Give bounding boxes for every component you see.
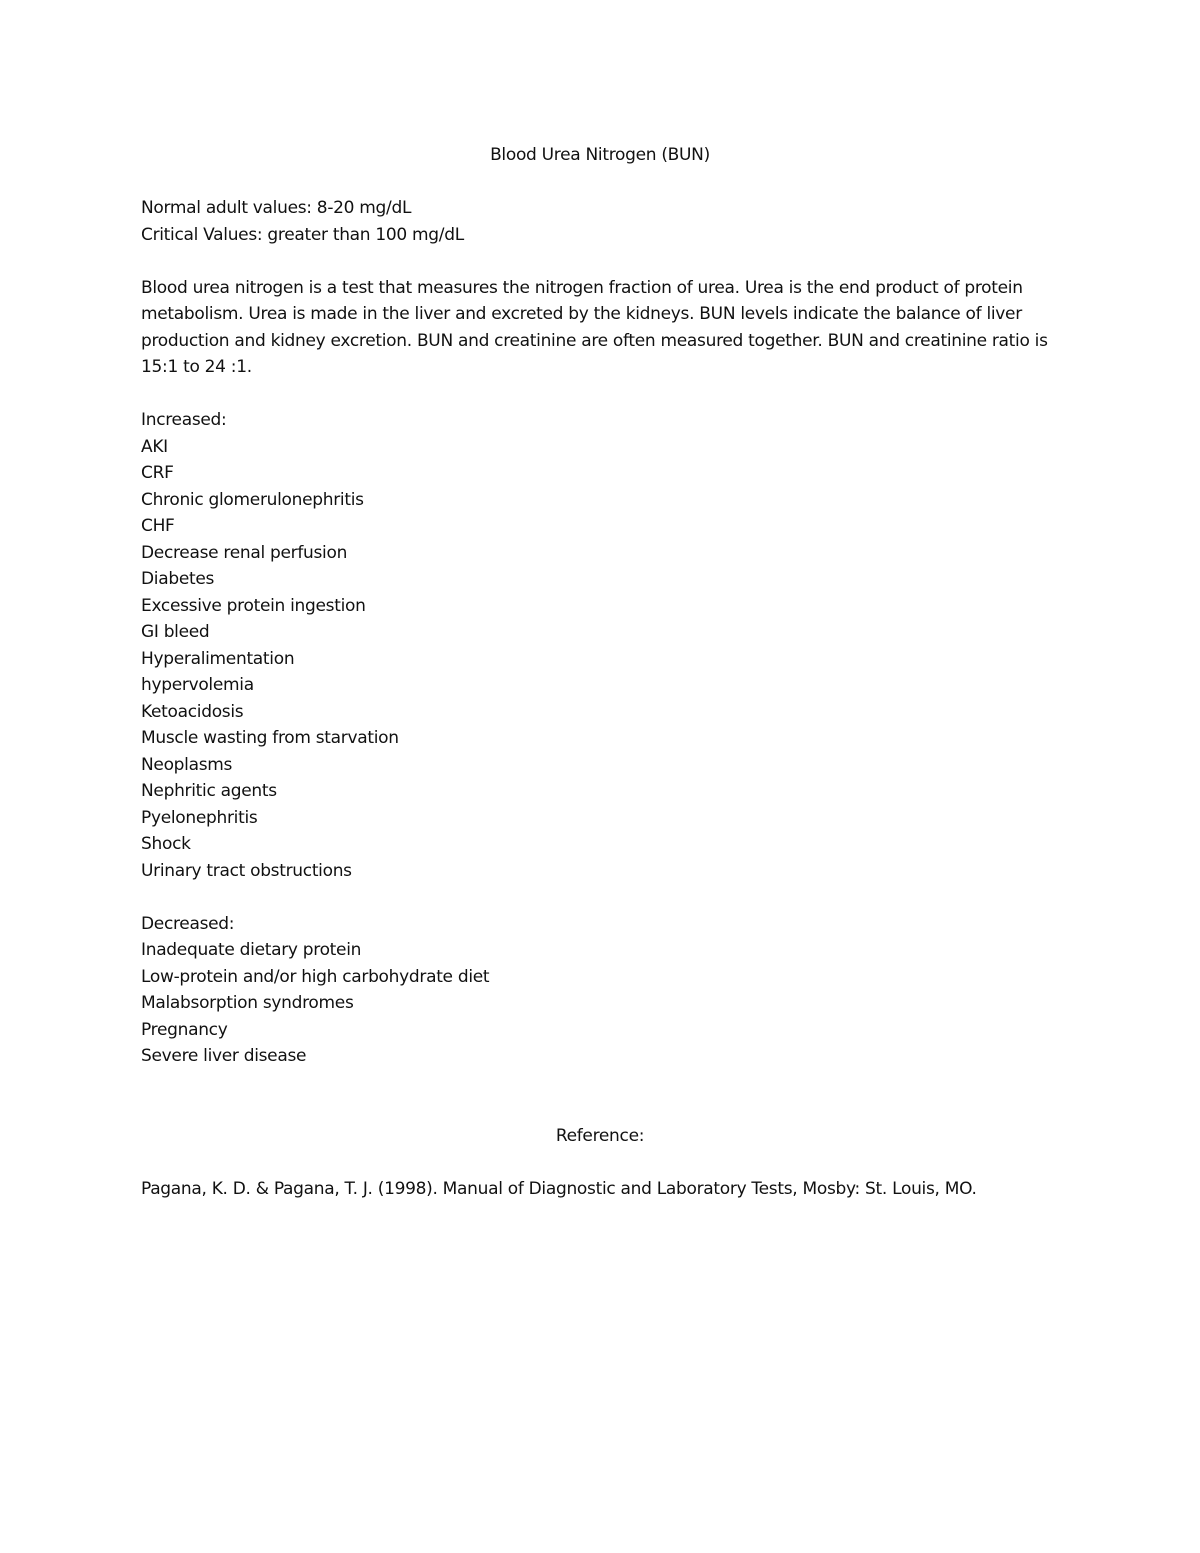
normal-values: Normal adult values: 8-20 mg/dL [141,198,412,218]
list-item: Neoplasms [141,754,233,775]
list-item: Muscle wasting from starvation [141,728,399,748]
list-item: Excessive protein ingestion [141,595,366,616]
list-item: Chronic glomerulonephritis [141,489,364,510]
list-item: hypervolemia [141,675,254,695]
decreased-list [141,937,1061,1070]
reference-citation: Pagana, K. D. & Pagana, T. J. (1998). Manual of Diagnostic and Laboratory Tests, Mosby: St. Louis, MO. [141,1178,977,1199]
list-item: Severe liver disease [141,1046,307,1066]
list-item: Shock [141,834,191,854]
increased-list [141,434,1061,885]
spacer [141,1070,1061,1123]
list-item: Pyelonephritis [141,807,258,828]
list-item: Pregnancy [141,1019,228,1040]
list-item: Urinary tract obstructions [141,860,352,881]
increased-section [141,407,1061,884]
critical-values: Critical Values: greater than 100 mg/dL [141,224,464,245]
list-item: Nephritic agents [141,781,277,801]
list-item: Inadequate dietary protein [141,940,362,960]
list-item: Low-protein and/or high carbohydrate diet [141,966,490,987]
reference-heading: Reference: [555,1125,645,1146]
spacer [141,884,1061,911]
document-body [141,142,1061,1202]
decreased-heading: Decreased: [141,913,235,934]
document-title: Blood Urea Nitrogen (BUN) [490,145,710,165]
list-item: GI bleed [141,622,210,642]
list-item: Decrease renal perfusion [141,542,348,563]
spacer [141,381,1061,408]
list-item: CHF [141,516,175,536]
spacer [141,169,1061,196]
decreased-section [141,911,1061,1070]
list-item: Hyperalimentation [141,648,295,669]
description-paragraph: Blood urea nitrogen is a test that measures the nitrogen fraction of urea. Urea is the end product of protein metabolism. Urea is made in the liver and excreted by the kidneys. BUN levels indicate the balance of liver production and kidney excretion. BUN and creatinine are often measured together. BUN and creatinine ratio is 15:1 to 24 :1. [141,277,1048,377]
list-item: CRF [141,463,174,483]
list-item: Malabsorption syndromes [141,993,354,1013]
spacer [141,1149,1061,1176]
list-item: AKI [141,436,168,457]
list-item: Diabetes [141,569,215,589]
spacer [141,248,1061,275]
increased-heading: Increased: [141,410,227,430]
list-item: Ketoacidosis [141,701,244,722]
